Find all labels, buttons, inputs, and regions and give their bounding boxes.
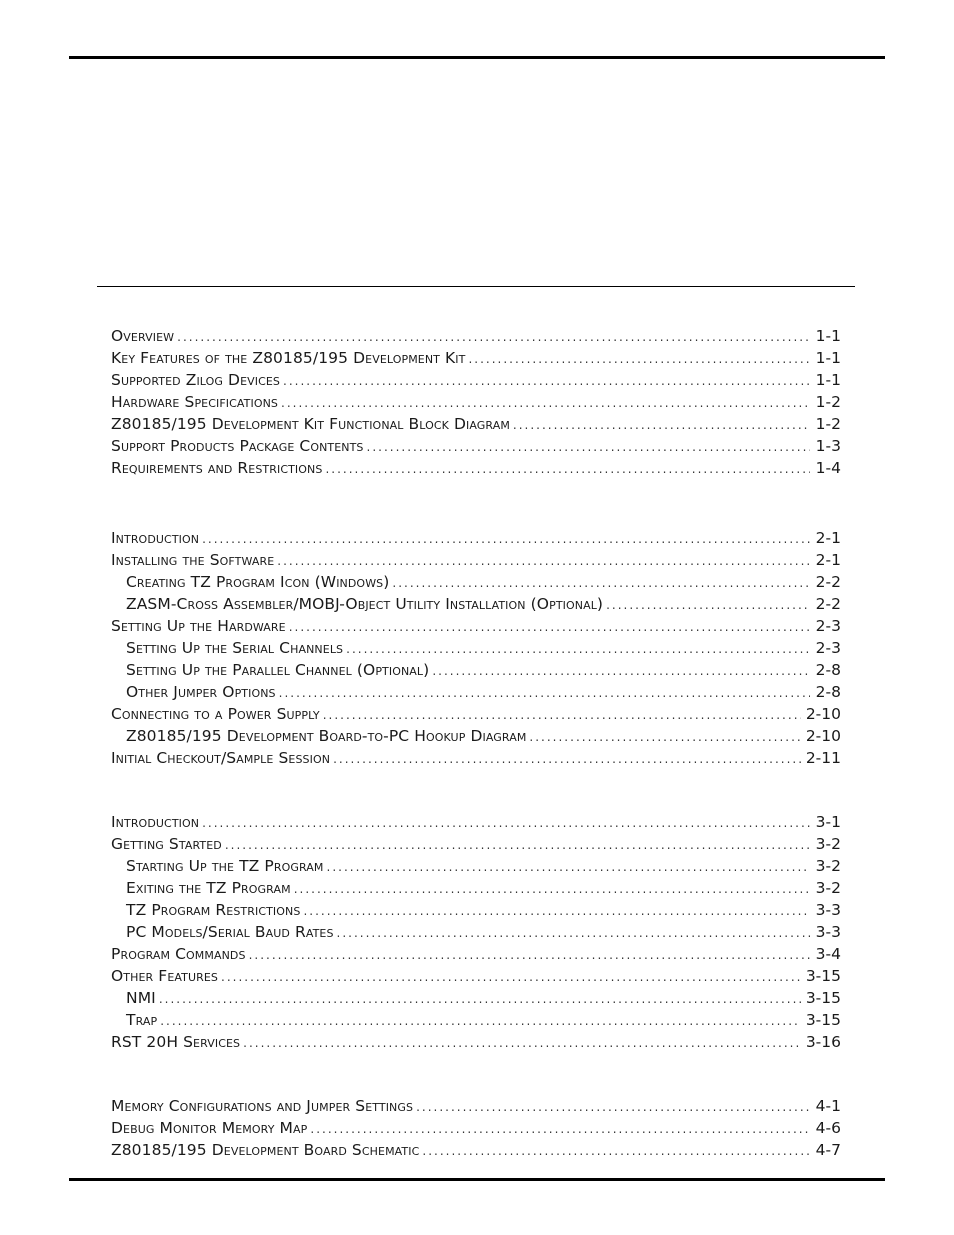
leader-dots [416, 1096, 810, 1118]
toc-entry-title: Starting Up the TZ Program [126, 857, 324, 875]
leader-dots [346, 638, 810, 660]
toc-entry[interactable] [111, 1095, 841, 1117]
leader-dots [279, 682, 810, 704]
toc-entry-page: 3-3 [815, 923, 841, 941]
leader-dots [323, 704, 801, 726]
toc-entry-title: Setting Up the Serial Channels [126, 639, 344, 657]
toc-subentry[interactable] [111, 921, 841, 943]
toc-entry-title: Support Products Package Contents [111, 437, 364, 455]
leader-dots [468, 348, 810, 370]
toc-entry[interactable] [111, 413, 841, 435]
toc-entry-page: 3-16 [805, 1033, 841, 1051]
toc-entry-title: Requirements and Restrictions [111, 459, 323, 477]
leader-dots [432, 660, 810, 682]
toc-entry-title: Initial Checkout/Sample Session [111, 749, 331, 767]
toc-entry-page: 3-2 [815, 857, 841, 875]
toc-entry-page: 2-10 [805, 727, 841, 745]
toc-entry-title: Z80185/195 Development Board-to-PC Hookup Diagram [126, 727, 527, 745]
toc-entry-title: Introduction [111, 529, 200, 547]
leader-dots [422, 1140, 810, 1162]
leader-dots [277, 550, 810, 572]
leader-dots [606, 594, 810, 616]
toc-entry[interactable] [111, 943, 841, 965]
toc-entry-page: 2-10 [805, 705, 841, 723]
toc-entry[interactable] [111, 347, 841, 369]
toc-entry[interactable] [111, 435, 841, 457]
toc-entry-page: 4-7 [815, 1141, 841, 1159]
toc-entry-page: 1-1 [815, 371, 841, 389]
leader-dots [327, 856, 811, 878]
top-rule [69, 56, 885, 59]
toc-entry[interactable] [111, 703, 841, 725]
toc-subentry[interactable] [111, 637, 841, 659]
toc-entry-page: 3-1 [815, 813, 841, 831]
toc-entry-title: Z80185/195 Development Kit Functional Block Diagram [111, 415, 510, 433]
toc-entry-page: 1-3 [815, 437, 841, 455]
toc-entry-title: Connecting to a Power Supply [111, 705, 320, 723]
toc-entry-page: 2-1 [815, 551, 841, 569]
toc-entry-page: 2-8 [815, 683, 841, 701]
toc-entry-page: 3-3 [815, 901, 841, 919]
toc-entry-title: Z80185/195 Development Board Schematic [111, 1141, 420, 1159]
toc-subentry[interactable] [111, 593, 841, 615]
toc-entry-page: 1-1 [815, 349, 841, 367]
leader-dots [202, 528, 810, 550]
toc-entry[interactable] [111, 747, 841, 769]
toc-entry-title: Exiting the TZ Program [126, 879, 291, 897]
leader-dots [225, 834, 810, 856]
leader-dots [160, 1010, 801, 1032]
toc-entry-page: 1-2 [815, 393, 841, 411]
toc-entry-page: 3-2 [815, 835, 841, 853]
toc-entry-title: RST 20H Services [111, 1033, 241, 1051]
toc-entry-title: Supported Zilog Devices [111, 371, 280, 389]
toc-entry[interactable] [111, 549, 841, 571]
leader-dots [513, 414, 810, 436]
leader-dots [310, 1118, 810, 1140]
toc-entry-title: Hardware Specifications [111, 393, 279, 411]
toc-entry-title: Setting Up the Parallel Channel (Optional) [126, 661, 430, 679]
leader-dots [529, 726, 800, 748]
toc-entry[interactable] [111, 1139, 841, 1161]
toc-entry[interactable] [111, 965, 841, 987]
toc-entry-page: 3-2 [815, 879, 841, 897]
toc-subentry[interactable] [111, 877, 841, 899]
toc-entry[interactable] [111, 1117, 841, 1139]
toc-entry-page: 2-3 [815, 639, 841, 657]
toc-subentry[interactable] [111, 987, 841, 1009]
toc-entry-title: Program Commands [111, 945, 246, 963]
toc-subentry[interactable] [111, 899, 841, 921]
toc-entry-page: 2-3 [815, 617, 841, 635]
toc-entry-title: Creating TZ Program Icon (Windows) [126, 573, 390, 591]
leader-dots [281, 392, 810, 414]
toc-subentry[interactable] [111, 855, 841, 877]
toc-subentry[interactable] [111, 1009, 841, 1031]
toc-entry-title: Setting Up the Hardware [111, 617, 286, 635]
toc-entry-page: 3-15 [805, 989, 841, 1007]
toc-entry-page: 4-1 [815, 1097, 841, 1115]
toc-entry-title: Debug Monitor Memory Map [111, 1119, 308, 1137]
toc-subentry[interactable] [111, 725, 841, 747]
toc-entry[interactable] [111, 615, 841, 637]
toc-entry-title: Other Features [111, 967, 218, 985]
toc-entry-page: 4-6 [815, 1119, 841, 1137]
toc-entry-title: TZ Program Restrictions [126, 901, 301, 919]
leader-dots [294, 878, 810, 900]
toc-entry-title: Key Features of the Z80185/195 Development Kit [111, 349, 466, 367]
leader-dots [243, 1032, 801, 1054]
toc-entry-title: ZASM-Cross Assembler/MOBJ-Object Utility Installation (Optional) [126, 595, 604, 613]
leader-dots [159, 988, 801, 1010]
toc-entry-page: 2-11 [805, 749, 841, 767]
leader-dots [249, 944, 810, 966]
toc-entry[interactable] [111, 391, 841, 413]
leader-dots [303, 900, 810, 922]
bottom-rule [69, 1178, 885, 1181]
section-rule [97, 286, 855, 287]
toc-entry-title: Trap [126, 1011, 158, 1029]
toc-entry[interactable] [111, 369, 841, 391]
leader-dots [289, 616, 810, 638]
toc-entry-title: Overview [111, 327, 175, 345]
toc-entry-page: 2-8 [815, 661, 841, 679]
leader-dots [333, 748, 801, 770]
toc-entry-title: Installing the Software [111, 551, 275, 569]
toc-entry-page: 3-15 [805, 967, 841, 985]
toc-entry-title: NMI [126, 989, 156, 1007]
toc-entry[interactable] [111, 833, 841, 855]
toc-entry[interactable] [111, 457, 841, 479]
toc-entry[interactable] [111, 325, 841, 347]
toc-entry-page: 3-15 [805, 1011, 841, 1029]
toc-entry-page: 1-2 [815, 415, 841, 433]
leader-dots [367, 436, 810, 458]
toc-entry-title: PC Models/Serial Baud Rates [126, 923, 334, 941]
toc-entry-title: Other Jumper Options [126, 683, 276, 701]
leader-dots [337, 922, 810, 944]
leader-dots [392, 572, 810, 594]
toc-entry-title: Memory Configurations and Jumper Settings [111, 1097, 414, 1115]
toc-entry[interactable] [111, 1031, 841, 1053]
toc-entry-page: 2-1 [815, 529, 841, 547]
leader-dots [177, 326, 810, 348]
toc-entry-page: 2-2 [815, 573, 841, 591]
toc-entry-page: 1-1 [815, 327, 841, 345]
toc-entry-title: Introduction [111, 813, 200, 831]
toc-entry-page: 3-4 [815, 945, 841, 963]
toc-entry-title: Getting Started [111, 835, 222, 853]
leader-dots [221, 966, 801, 988]
toc-subentry[interactable] [111, 681, 841, 703]
toc-subentry[interactable] [111, 659, 841, 681]
leader-dots [202, 812, 810, 834]
toc-entry-page: 1-4 [815, 459, 841, 477]
leader-dots [283, 370, 810, 392]
leader-dots [325, 458, 810, 480]
toc-entry-page: 2-2 [815, 595, 841, 613]
toc-entry[interactable] [111, 811, 841, 833]
toc-subentry[interactable] [111, 571, 841, 593]
toc-entry[interactable] [111, 527, 841, 549]
